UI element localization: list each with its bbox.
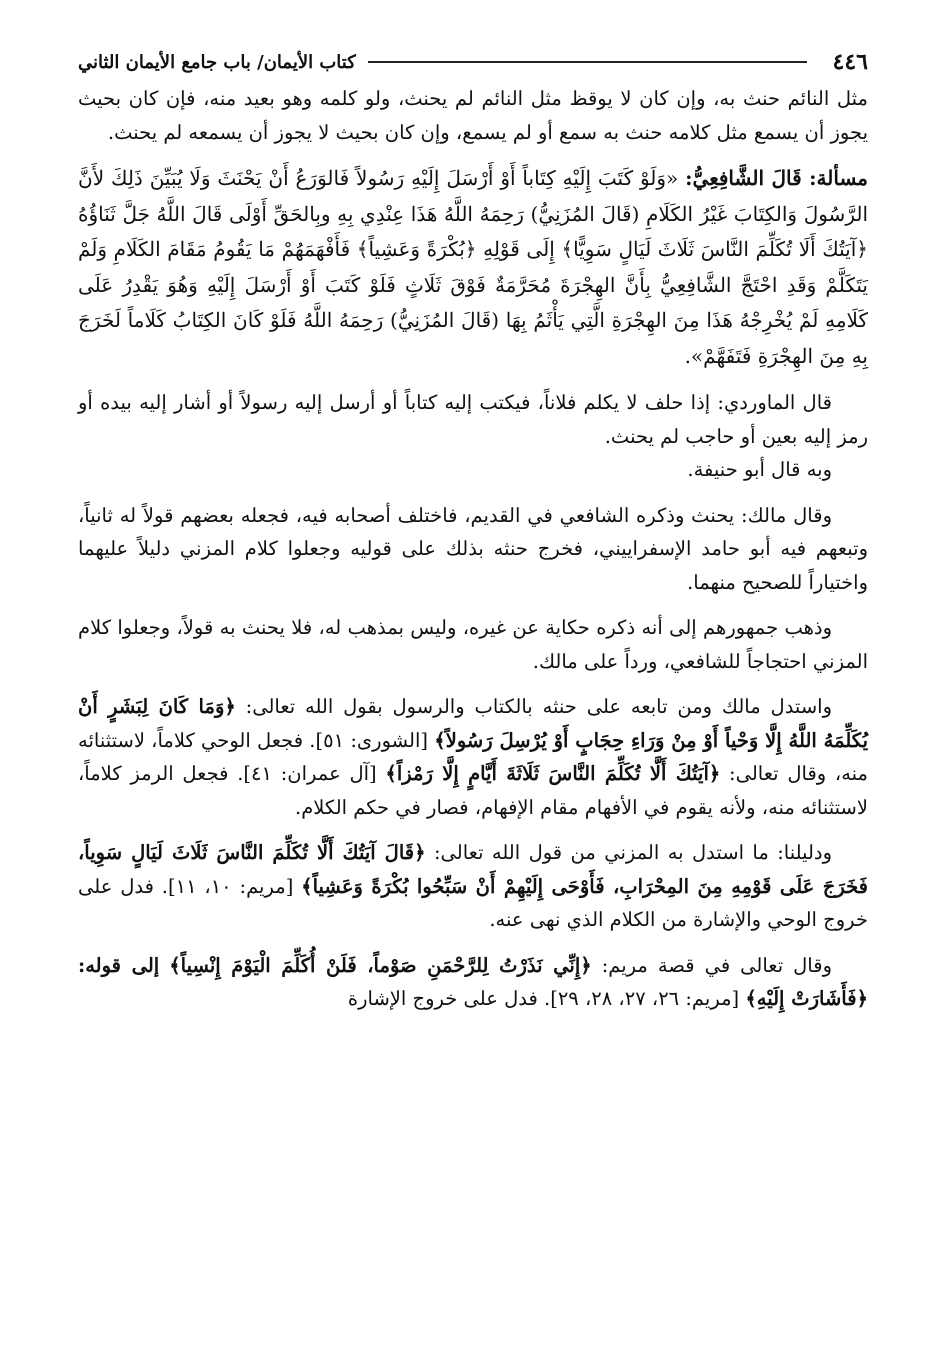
paragraph-1: مثل النائم حنث به، وإن كان لا يوقظ مثل النائم لم يحنث، ولو كلمه وهو بعيد منه، فإن كان بحيث يجوز أن يسمع مثل كلامه حنث به سمع أو لم يسمع، وإن كان بحيث لا يجوز أن يسمعه لم يحنث. bbox=[78, 87, 868, 144]
paragraph-8-end: [مريم: ١٠، ١١]. فدل على خروج الوحي والإشارة من الكلام الذي نهى عنه. bbox=[78, 874, 868, 931]
paragraph-7 bbox=[78, 690, 868, 824]
paragraph-7-end: [آل عمران: ٤١]. فجعل الرمز كلاماً، لاستثنائه منه، ولأنه يقوم في الأفهام مقام الإفهام، فصار في حكم الكلام. bbox=[78, 762, 868, 819]
quran-verse-maryam-26: ﴿إِنِّي نَذَرْتُ لِلرَّحْمَنِ صَوْماً، فَلَنْ أُكَلِّمَ الْيَوْمَ إِنْسِياً﴾ bbox=[169, 953, 592, 977]
masala-label: مسألة: قَالَ الشَّافِعِيُّ: bbox=[685, 166, 869, 190]
header-rule bbox=[368, 61, 807, 63]
paragraph-7-middle: [الشورى: ٥١]. فجعل الوحي كلاماً، لاستثنائه منه، وقال تعالى: bbox=[78, 728, 868, 785]
paragraph-3: قال الماوردي: إذا حلف لا يكلم فلاناً، فيكتب إليه كتاباً أو أرسل إليه رسولاً أو أشار إليه بيده أو رمز إليه بعين أو حاجب لم يحنث. bbox=[78, 391, 868, 448]
page-number: ٤٤٦ bbox=[832, 49, 868, 75]
paragraph-8 bbox=[78, 836, 868, 937]
paragraph-9-end: [مريم: ٢٦، ٢٧، ٢٨، ٢٩]. فدل على خروج الإشارة bbox=[347, 987, 740, 1010]
paragraph-9-ila-qawlih: إلى قوله: bbox=[78, 953, 160, 977]
paragraph-4: وبه قال أبو حنيفة. bbox=[687, 458, 832, 481]
paragraph-7-intro: واستدل مالك ومن تابعه على حنثه بالكتاب والرسول بقول الله تعالى: bbox=[245, 695, 832, 718]
paragraph-9-intro: وقال تعالى في قصة مريم: bbox=[601, 953, 832, 977]
paragraph-6: وذهب جمهورهم إلى أنه ذكره حكاية عن غيره، وليس بمذهب له، فلا يحنث به قولاً، وجعلوا كلام المزني احتجاجاً للشافعي، ورداً على مالك. bbox=[78, 616, 868, 673]
paragraph-9 bbox=[78, 949, 868, 1016]
running-title: كتاب الأيمان/ باب جامع الأيمان الثاني bbox=[78, 51, 356, 73]
document-page bbox=[78, 42, 868, 1016]
quran-verse-al-imran: ﴿آيَتُكَ أَلَّا تُكَلِّمَ النَّاسَ ثَلَاثَةَ أَيَّامٍ إِلَّا رَمْزاً﴾ bbox=[385, 762, 721, 785]
paragraph-2-matn bbox=[78, 161, 868, 374]
matn-text: «وَلَوْ كَتَبَ إِلَيْهِ كِتَاباً أَوْ أَرْسَلَ إِلَيْهِ رَسُولاً فَالوَرَعُ أَنْ يَحْنَثَ وَلَا يُبَيِّنَ ذَلِكَ لأَنَّ الرَّسُولَ وَالكِتَابَ غَيْرُ الكَلَامِ (قَالَ المُزَنِيُّ) رَحِمَهُ اللَّهُ هَذَا عِنْدِي بِهِ وبِالحَقِّ أَوْلَى قَالَ اللَّهُ جَلَّ ثَنَاؤُهُ ﴿آيَتُكَ أَلَا تُكَلِّمَ النَّاسَ ثَلَاثَ لَيَالٍ سَوِيًّا﴾ إِلَى قَوْلِهِ ﴿بُكْرَةً وَعَشِياً﴾ فَأَفْهَمَهُمْ مَا يَقُومُ مَقَامَ الكَلَامِ وَلَمْ يَتَكَلَّمْ وَقَدِ احْتَجَّ الشَّافِعِيُّ بِأَنَّ الهِجْرَةَ مُحَرَّمَةٌ فَوْقَ ثَلَاثٍ فَلَوْ كَتَبَ أَوْ أَرْسَلَ إِلَيْهِ وَهُوَ يَقْدِرُ عَلَى كَلَامِهِ لَمْ يُخْرِجْهُ هَذَا مِنَ الهِجْرَةِ الَّتِي يَأْثَمُ بِهَا (قَالَ المُزَنِيُّ) رَحِمَهُ اللَّهُ فَلَوْ كَانَ الكِتَابُ كَلَاماً لَخَرَجَ بِهِ مِنَ الهِجْرَةِ فَتَفَهَّمْ». bbox=[78, 166, 868, 368]
page-header bbox=[78, 42, 868, 82]
paragraph-8-intro: ودليلنا: ما استدل به المزني من قول الله تعالى: bbox=[433, 841, 832, 864]
quran-verse-maryam-29: ﴿فَأَشَارَتْ إِلَيْهِ﴾ bbox=[745, 987, 868, 1010]
quran-verse-maryam-10: ﴿قَالَ آيَتُكَ أَلَّا تُكَلِّمَ النَّاسَ ثَلَاثَ لَيَالٍ سَوِياً، فَخَرَجَ عَلَى قَوْمِهِ مِنَ المِحْرَابِ، فَأَوْحَى إِلَيْهِمْ أَنْ سَبِّحُوا بُكْرَةً وَعَشِياً﴾ bbox=[78, 841, 868, 898]
paragraph-5: وقال مالك: يحنث وذكره الشافعي في القديم، فاختلف أصحابه فيه، فجعله بعضهم قولاً له ثانياً، وتبعهم فيه أبو حامد الإسفراييني، فخرج حنثه بذلك على قوليه وجعلوا كلام المزني دليلاً عليهما واختياراً للصحيح منهما. bbox=[78, 503, 868, 594]
quran-verse-shura: ﴿وَمَا كَانَ لِبَشَرٍ أَنْ يُكَلِّمَهُ اللَّهُ إِلَّا وَحْياً أَوْ مِنْ وَرَاءِ حِجَابٍ أَوْ يُرْسِلَ رَسُولاً﴾ bbox=[78, 695, 869, 752]
